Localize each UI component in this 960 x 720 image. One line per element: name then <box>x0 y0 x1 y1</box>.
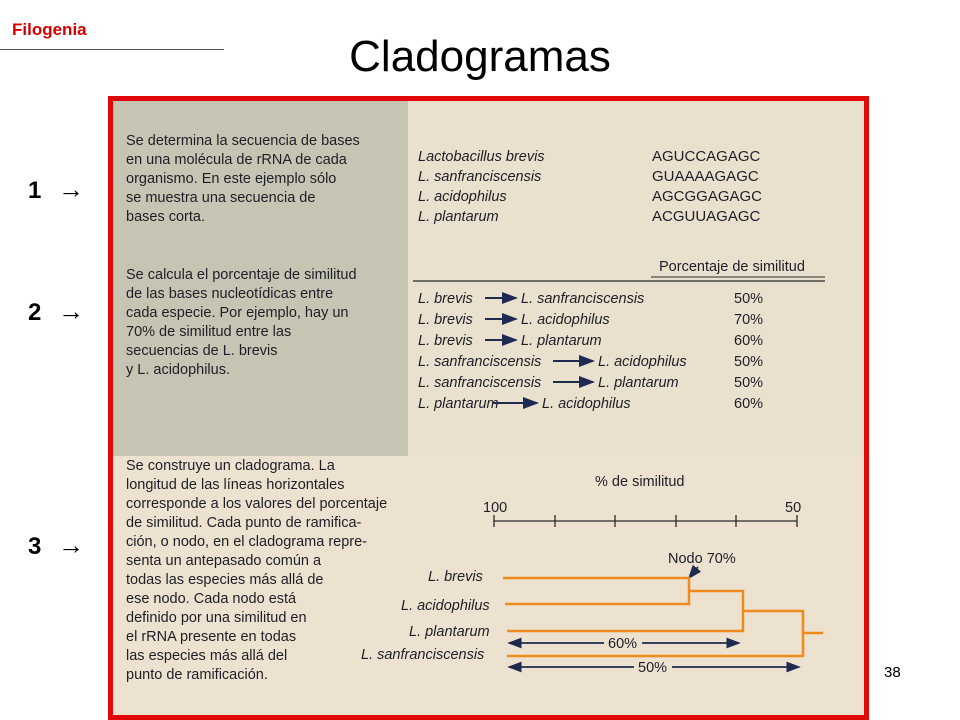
step2-line: Se calcula el porcentaje de similitud <box>126 267 357 283</box>
clade-species: L. plantarum <box>409 624 490 640</box>
span-label-50: 50% <box>638 660 668 676</box>
span-label-60: 60% <box>608 636 638 652</box>
step2-line: cada especie. Por ejemplo, hay un <box>126 305 349 321</box>
species-name: L. acidophilus <box>418 189 507 205</box>
cladogram-branches <box>503 578 823 656</box>
step1-line: bases corta. <box>126 209 205 225</box>
step3-line: definido por una similitud en <box>126 610 307 626</box>
step3-line: de similitud. Cada punto de ramifica- <box>126 515 362 531</box>
step1-line: en una molécula de rRNA de cada <box>126 152 347 168</box>
step1-line: se muestra una secuencia de <box>126 190 316 206</box>
species-name: Lactobacillus brevis <box>418 149 545 165</box>
figure-frame <box>108 96 869 720</box>
pair-species-a: L. plantarum <box>418 396 499 412</box>
species-name: L. sanfranciscensis <box>418 169 542 185</box>
step3-line: todas las especies más allá de <box>126 572 324 588</box>
step-number: 2 <box>28 299 42 326</box>
step3-line: longitud de las líneas horizontales <box>126 477 345 493</box>
pair-species-b: L. acidophilus <box>521 312 610 328</box>
pair-species-b: L. acidophilus <box>598 354 687 370</box>
pair-percentage: 60% <box>734 333 764 349</box>
rrna-sequence: AGUCCAGAGC <box>652 148 761 165</box>
section-label: Filogenia <box>12 20 87 39</box>
pair-species-b: L. acidophilus <box>542 396 631 412</box>
step2-line: 70% de similitud entre las <box>126 324 292 340</box>
step3-line: ese nodo. Cada nodo está <box>126 591 297 607</box>
branch-60 <box>507 591 743 631</box>
right-arrow-icon: → <box>58 296 84 326</box>
step-number: 3 <box>28 533 42 560</box>
step3-line: punto de ramificación. <box>126 667 268 683</box>
rrna-sequence: AGCGGAGAGC <box>652 188 763 205</box>
pair-species-b: L. plantarum <box>521 333 602 349</box>
cladogram-figure <box>113 101 864 715</box>
page-title: Cladogramas <box>349 32 611 81</box>
pair-percentage: 60% <box>734 396 764 412</box>
step-number: 1 <box>28 177 42 204</box>
step3-line: Se construye un cladograma. La <box>126 458 335 474</box>
step1-line: organismo. En este ejemplo sólo <box>126 171 337 187</box>
pair-species-b: L. plantarum <box>598 375 679 391</box>
clade-species: L. brevis <box>428 569 483 585</box>
scale-left-label: 100 <box>483 500 508 516</box>
clade-species-labels <box>361 569 490 663</box>
pair-percentage: 50% <box>734 375 764 391</box>
step3-paragraph <box>126 458 387 683</box>
pair-species-a: L. brevis <box>418 333 473 349</box>
rrna-sequence: GUAAAAGAGC <box>652 168 759 185</box>
pair-species-a: L. brevis <box>418 291 473 307</box>
clade-species: L. sanfranciscensis <box>361 647 485 663</box>
step3-line: las especies más allá del <box>126 648 288 664</box>
similarity-header: Porcentaje de similitud <box>659 259 805 275</box>
pair-percentage: 50% <box>734 354 764 370</box>
step2-line: de las bases nucleotídicas entre <box>126 286 334 302</box>
step3-line: ción, o nodo, en el cladograma repre- <box>126 534 368 550</box>
pair-percentage: 70% <box>734 312 764 328</box>
step1-line: Se determina la secuencia de bases <box>126 133 360 149</box>
similarity-scale <box>494 515 797 527</box>
scale-title: % de similitud <box>595 474 685 490</box>
step2-line: secuencias de L. brevis <box>126 343 278 359</box>
step-marker-2 <box>28 296 84 327</box>
step-marker-3 <box>28 530 84 561</box>
step3-line: corresponde a los valores del porcentaje <box>126 496 388 512</box>
scale-right-label: 50 <box>785 500 802 516</box>
step-marker-1 <box>28 174 84 205</box>
rrna-sequence: ACGUUAGAGC <box>652 208 761 225</box>
step3-line: senta un antepasado común a <box>126 553 322 569</box>
pair-species-a: L. sanfranciscensis <box>418 375 542 391</box>
branch-50 <box>507 611 803 656</box>
pair-species-a: L. brevis <box>418 312 473 328</box>
page-number: 38 <box>884 664 901 681</box>
pair-percentage: 50% <box>734 291 764 307</box>
clade-species: L. acidophilus <box>401 598 490 614</box>
step3-line: el rRNA presente en todas <box>126 629 297 645</box>
right-arrow-icon: → <box>58 174 84 204</box>
node-label: Nodo 70% <box>668 551 736 567</box>
right-arrow-icon: → <box>58 530 84 560</box>
pair-species-a: L. sanfranciscensis <box>418 354 542 370</box>
pair-species-b: L. sanfranciscensis <box>521 291 645 307</box>
branch-70 <box>503 578 689 604</box>
species-name: L. plantarum <box>418 209 499 225</box>
step2-line: y L. acidophilus. <box>126 362 230 378</box>
node-pointer-arrow <box>689 567 698 578</box>
